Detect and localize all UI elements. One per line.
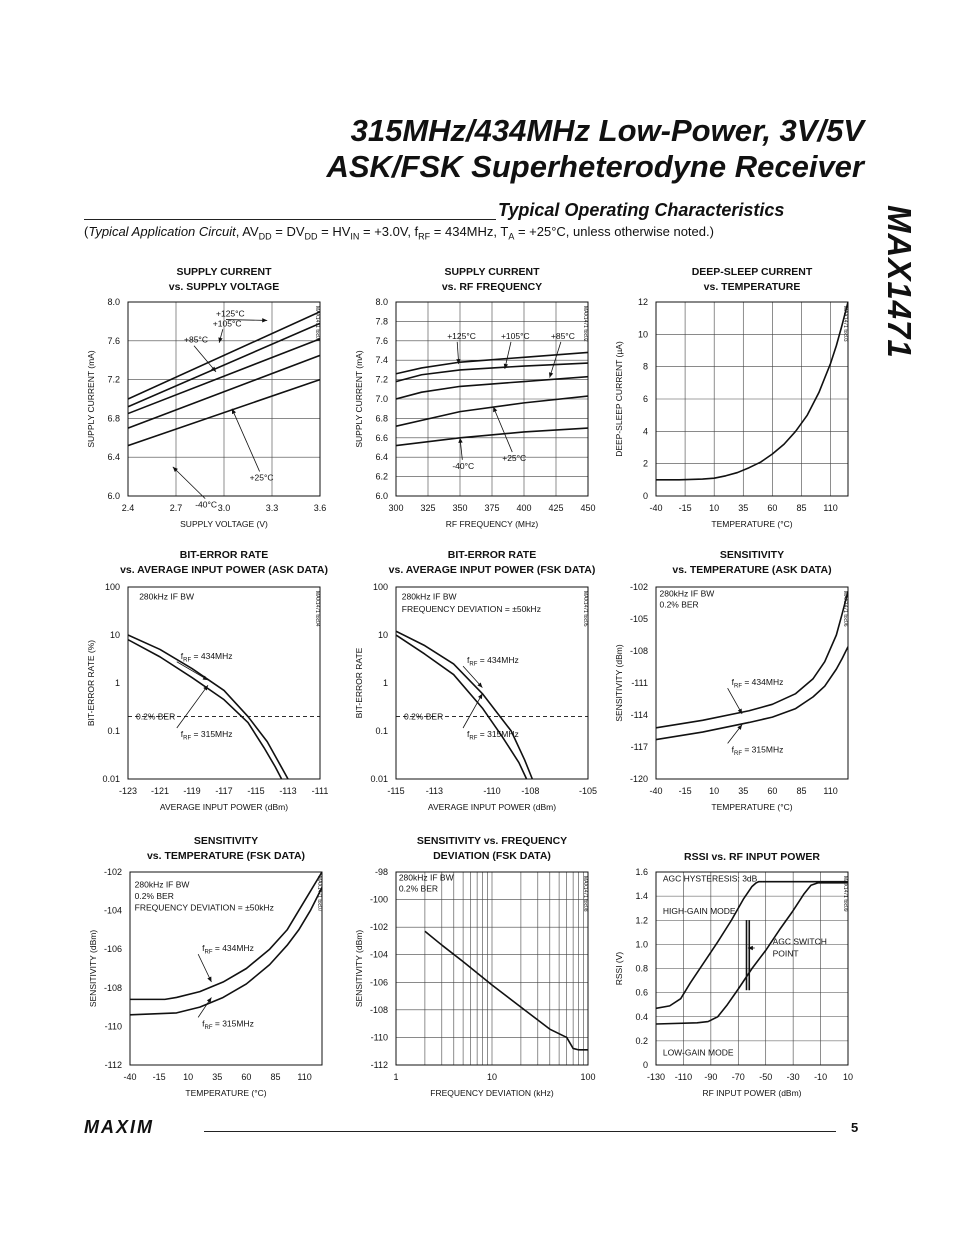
y-tick-label: 100 (104, 582, 120, 592)
annotation-text: POINT (772, 948, 799, 959)
y-tick-label: 1 (114, 678, 120, 688)
y-axis-label: BIT-ERROR RATE (354, 647, 364, 719)
annotation-sub: RF (204, 1024, 213, 1031)
x-axis-label: RF FREQUENCY (MHz) (445, 519, 539, 529)
y-tick-label: 0.1 (107, 726, 120, 736)
y-tick-label: 7.8 (375, 316, 388, 327)
x-tick-label: -113 (425, 786, 444, 796)
y-tick-label: -114 (630, 710, 648, 720)
annotation-rest: = 434MHz (191, 650, 233, 661)
annotation-leader (463, 694, 482, 728)
document-title (326, 113, 864, 185)
chart-title (76, 834, 376, 864)
y-axis-label: RSSI (V) (614, 951, 624, 986)
figure-code: MAX1471 toc04 (314, 591, 320, 627)
chart-title-line: vs. AVERAGE INPUT POWER (ASK DATA) (120, 564, 328, 576)
y-tick-label: 8 (642, 361, 648, 372)
x-tick-label: 10 (183, 1072, 194, 1082)
plot-area (354, 867, 596, 1098)
x-tick-label: -111 (311, 786, 329, 796)
annotation-f: f (202, 1018, 205, 1029)
chart-title (602, 548, 902, 578)
chart-supply-current-vs-rf-frequency (346, 292, 600, 536)
condition-fragment: = DV (271, 224, 305, 239)
condition-fragment: IN (350, 231, 360, 242)
figure-code: MAX1471 toc01 (314, 306, 320, 342)
series-line-2 (656, 647, 848, 740)
x-tick-label: 100 (580, 1072, 596, 1082)
y-axis-label: SENSITIVITY (dBm) (88, 929, 98, 1008)
x-tick-label: 10 (486, 1072, 498, 1082)
chart-title (74, 265, 374, 295)
annotation-leader (550, 342, 561, 378)
annotation-sub: RF (469, 735, 478, 742)
y-tick-label: 8.0 (107, 297, 120, 307)
x-tick-label: 35 (212, 1072, 223, 1082)
y-tick-label: 0 (642, 491, 648, 501)
chart-title-line: DEEP-SLEEP CURRENT (691, 266, 813, 278)
y-tick-label: 4 (642, 426, 648, 437)
chart-title-line: vs. TEMPERATURE (FSK DATA) (146, 850, 306, 862)
y-tick-label: -100 (369, 894, 388, 905)
plot-area (614, 582, 848, 812)
annotation-text: 280kHz IF BW (398, 872, 454, 883)
y-tick-label: 0.01 (102, 774, 120, 784)
annotation-sub: RF (183, 735, 192, 742)
x-tick-label: 2.4 (121, 503, 135, 513)
annotation-leader (493, 407, 512, 452)
y-axis-label: SENSITIVITY (dBm) (614, 644, 624, 722)
figure-code: MAX1471 toc09 (842, 876, 848, 912)
ber-reference-label: 0.2% BER (136, 711, 176, 722)
figure-code: MAX1471 toc02 (582, 306, 588, 342)
annotation-text: +105°C (500, 330, 530, 341)
x-tick-label: 110 (823, 503, 838, 513)
y-tick-label: -108 (369, 1004, 388, 1015)
plot-frame (396, 587, 588, 779)
annotation-f: f (467, 728, 470, 739)
y-tick-label: 6.8 (375, 413, 388, 424)
chart-rssi-vs-rf-power (606, 862, 860, 1105)
maxim-logo-text: MAXIM (84, 1118, 154, 1136)
y-tick-label: -104 (369, 949, 388, 960)
condition-fragment: = HV (317, 224, 351, 239)
y-tick-label: 10 (377, 630, 388, 640)
chart-sensitivity-ask (606, 577, 860, 819)
y-tick-label: 0.1 (375, 726, 388, 736)
chart-title-line: SUPPLY CURRENT (176, 266, 272, 278)
annotation-text: FREQUENCY DEVIATION = ±50kHz (134, 902, 274, 913)
chart-title-line: SENSITIVITY vs. FREQUENCY (416, 835, 568, 847)
x-tick-label: -15 (678, 503, 692, 513)
chart-title-line: RSSI vs. RF INPUT POWER (684, 851, 820, 863)
y-tick-label: -110 (104, 1021, 122, 1032)
x-tick-label: 425 (548, 503, 564, 513)
annotation-leader (177, 685, 208, 728)
y-tick-label: 10 (637, 329, 648, 340)
x-axis-label: TEMPERATURE (°C) (711, 802, 793, 812)
annotation-text: 280kHz IF BW (401, 591, 457, 602)
x-tick-label: 300 (388, 503, 404, 513)
chart-sensitivity-vs-deviation (346, 862, 600, 1105)
annotation-arrowhead (549, 372, 553, 377)
figure-code: MAX1471 toc08 (582, 876, 588, 912)
ber-reference-label: 0.2% BER (404, 711, 444, 722)
series-line-1 (396, 631, 532, 779)
x-axis-label: AVERAGE INPUT POWER (dBm) (159, 802, 289, 812)
y-tick-label: 1.4 (635, 891, 648, 902)
x-tick-label: -121 (150, 786, 170, 796)
annotation-text: 280kHz IF BW (134, 879, 190, 890)
test-conditions (84, 224, 714, 242)
y-tick-label: 0.6 (635, 987, 648, 998)
annotation-frequency-label (202, 1018, 254, 1031)
annotation-f: f (180, 650, 184, 661)
chart-deep-sleep-current (606, 292, 860, 536)
condition-fragment: , AV (235, 224, 259, 239)
annotation-leader (173, 467, 205, 499)
x-tick-label: -123 (118, 786, 138, 796)
chart-title-line: SUPPLY CURRENT (444, 266, 540, 278)
x-tick-label: 35 (738, 503, 749, 513)
annotation-frequency-label (467, 729, 519, 742)
plot-area (86, 297, 326, 529)
x-tick-label: -30 (786, 1072, 800, 1082)
figure-code: MAX1471 toc05 (582, 591, 588, 627)
x-tick-label: 325 (420, 503, 436, 513)
y-tick-label: 6.4 (107, 452, 120, 463)
chart-title-line: BIT-ERROR RATE (447, 549, 537, 561)
condition-fragment: RF (418, 231, 431, 242)
annotation-text: AGC SWITCH (772, 936, 827, 947)
y-tick-label: -108 (103, 982, 122, 993)
y-tick-label: 1.6 (635, 867, 648, 877)
x-tick-label: 85 (796, 503, 807, 513)
x-tick-label: 10 (709, 503, 720, 513)
x-axis-label: FREQUENCY DEVIATION (kHz) (430, 1088, 554, 1098)
y-tick-label: 6.0 (375, 491, 388, 501)
plot-area (354, 582, 597, 812)
part-number: MAX1471 (881, 205, 918, 359)
x-tick-label: 35 (738, 786, 749, 796)
chart-title (74, 548, 374, 578)
annotation-text: +125°C (216, 308, 245, 319)
section-rule (84, 219, 496, 220)
y-tick-label: -106 (369, 977, 388, 988)
page-number: 5 (851, 1120, 859, 1135)
figure-code: MAX1471 toc06 (842, 591, 848, 627)
title-line-1: 315MHz/434MHz Low-Power, 3V/5V (350, 113, 864, 148)
plot-area (354, 297, 596, 529)
x-tick-label: -108 (521, 786, 540, 796)
title-line-2: ASK/FSK Superheterodyne Receiver (326, 149, 864, 184)
maxim-logo (84, 1118, 192, 1141)
annotation-sub: RF (469, 661, 478, 668)
y-tick-label: 7.6 (107, 335, 120, 346)
x-tick-label: 2.7 (169, 503, 183, 513)
y-tick-label: -112 (104, 1060, 122, 1070)
x-tick-label: -119 (183, 786, 201, 796)
y-tick-label: 0 (642, 1060, 648, 1070)
annotation-rest: = 315MHz (477, 728, 519, 739)
x-tick-label: 10 (709, 786, 720, 796)
annotation-text: HIGH-GAIN MODE (662, 906, 736, 917)
y-tick-label: -117 (630, 742, 648, 752)
condition-fragment: = 434MHz, T (430, 224, 509, 239)
annotation-sub: RF (204, 949, 213, 956)
chart-title-line: SENSITIVITY (193, 835, 259, 847)
y-tick-label: -102 (629, 582, 648, 592)
annotation-rest: = 434MHz (212, 943, 254, 954)
y-tick-label: 1.0 (635, 939, 648, 950)
condition-fragment: DD (304, 231, 318, 242)
annotation-text: +85°C (550, 330, 575, 341)
annotation-text: 0.2% BER (134, 891, 174, 902)
condition-fragment: = +3.0V, f (359, 224, 419, 239)
y-axis-label: SENSITIVITY (dBm) (354, 929, 364, 1008)
y-axis-label: DEEP-SLEEP CURRENT (µA) (614, 341, 624, 457)
plot-area (614, 867, 853, 1098)
x-tick-label: -40 (649, 503, 663, 513)
annotation-text: -40°C (195, 499, 218, 510)
figure-code: MAX1471 toc07 (316, 876, 322, 912)
annotation-frequency-label (732, 677, 784, 690)
y-axis-label: SUPPLY CURRENT (mA) (354, 350, 364, 448)
x-tick-label: 1 (393, 1072, 399, 1082)
y-tick-label: 6.2 (375, 471, 388, 482)
y-tick-label: 6.6 (375, 432, 388, 443)
annotation-rest: = 315MHz (212, 1018, 254, 1029)
annotation-text: 280kHz IF BW (659, 588, 715, 599)
y-tick-label: 0.8 (635, 963, 648, 974)
figure-code: MAX1471 toc03 (842, 306, 848, 342)
annotation-f: f (731, 744, 735, 755)
chart-title-line: vs. TEMPERATURE (703, 281, 801, 293)
chart-ber-ask (78, 577, 332, 819)
y-tick-label: 2 (642, 458, 648, 469)
y-tick-label: -106 (103, 944, 122, 955)
x-tick-label: 3.0 (217, 503, 231, 513)
annotation-text: FREQUENCY DEVIATION = ±50kHz (401, 604, 541, 615)
x-tick-label: 450 (580, 503, 596, 513)
annotation-rest: = 434MHz (742, 677, 784, 688)
y-tick-label: 7.2 (375, 374, 388, 385)
annotation-text: +125°C (447, 330, 476, 341)
x-tick-label: -10 (814, 1072, 828, 1082)
x-tick-label: -105 (578, 786, 598, 796)
series-line-1 (656, 588, 848, 728)
x-tick-label: -115 (387, 786, 405, 796)
y-tick-label: 0.2 (635, 1035, 648, 1046)
annotation-sub: RF (183, 657, 192, 664)
x-tick-label: 375 (484, 503, 500, 513)
chart-title-line: vs. RF FREQUENCY (441, 281, 543, 293)
x-tick-label: 3.6 (313, 503, 327, 513)
annotation-frequency-label (181, 729, 233, 742)
x-axis-label: RF INPUT POWER (dBm) (702, 1088, 802, 1098)
series-group (656, 882, 848, 1024)
condition-fragment: A (508, 231, 515, 242)
chart-title (342, 548, 642, 578)
annotation-frequency-label (181, 651, 233, 664)
chart-sensitivity-fsk (80, 862, 334, 1105)
x-tick-label: -40 (123, 1072, 137, 1082)
y-tick-label: 8.0 (375, 297, 388, 307)
x-tick-label: -113 (279, 786, 297, 796)
x-tick-label: 10 (842, 1072, 854, 1082)
x-tick-label: -110 (674, 1072, 693, 1082)
chart-title-line: BIT-ERROR RATE (179, 549, 269, 561)
y-tick-label: -102 (103, 867, 122, 877)
x-tick-label: 400 (516, 503, 532, 513)
annotation-sub: RF (734, 683, 743, 690)
series-line-1 (425, 931, 588, 1050)
y-tick-label: 12 (637, 297, 648, 307)
annotation-frequency-label (732, 744, 784, 757)
plot-area (614, 297, 848, 529)
condition-fragment: DD (258, 231, 272, 242)
y-tick-label: -102 (369, 922, 388, 933)
y-tick-label: 6.4 (375, 452, 388, 463)
section-title: Typical Operating Characteristics (498, 200, 785, 220)
plot-area (88, 867, 322, 1098)
y-tick-label: -111 (631, 678, 648, 688)
y-tick-label: -104 (103, 905, 122, 916)
maxim-logo-graphic (84, 1118, 192, 1136)
y-tick-label: 7.4 (375, 355, 388, 366)
chart-title-line: vs. SUPPLY VOLTAGE (168, 281, 280, 293)
x-tick-label: 110 (823, 786, 838, 796)
series-group (656, 588, 848, 739)
chart-title-line: DEVIATION (FSK DATA) (433, 850, 551, 862)
annotation-frequency-label (467, 655, 519, 668)
y-tick-label: -112 (370, 1060, 388, 1070)
x-tick-label: 85 (796, 786, 807, 796)
y-tick-label: 7.6 (375, 335, 388, 346)
chart-title-line: vs. TEMPERATURE (ASK DATA) (672, 564, 832, 576)
y-tick-label: -120 (629, 774, 648, 784)
y-tick-label: 7.0 (375, 394, 388, 404)
x-tick-label: -40 (649, 786, 663, 796)
x-tick-label: 85 (270, 1072, 281, 1082)
x-tick-label: -115 (247, 786, 265, 796)
y-tick-label: 100 (372, 582, 388, 592)
chart-title-line: vs. AVERAGE INPUT POWER (FSK DATA) (388, 564, 596, 576)
y-tick-label: 6.8 (107, 413, 120, 424)
y-tick-label: 6 (642, 394, 648, 404)
annotation-text: AGC HYSTERESIS: 3dB (662, 873, 758, 884)
plot-area (86, 582, 328, 812)
chart-title (342, 834, 642, 864)
annotation-text: +105°C (212, 318, 242, 329)
annotation-f: f (180, 728, 184, 739)
x-tick-label: 60 (767, 786, 778, 796)
x-tick-label: -50 (759, 1072, 773, 1082)
annotation-text: 0.2% BER (659, 599, 699, 610)
footer-rule (204, 1131, 836, 1132)
annotation-text: 280kHz IF BW (139, 591, 194, 602)
x-axis-label: TEMPERATURE (°C) (185, 1088, 267, 1098)
annotation-f: f (202, 943, 205, 954)
x-tick-label: -90 (704, 1072, 718, 1082)
y-tick-label: 0.01 (370, 774, 388, 784)
annotation-arrowhead (218, 337, 222, 342)
y-tick-label: -110 (370, 1032, 388, 1043)
x-axis-label: TEMPERATURE (°C) (711, 519, 793, 529)
x-tick-label: -130 (646, 1072, 666, 1082)
series-line-3 (656, 883, 848, 1024)
chart-title-line: SENSITIVITY (719, 549, 785, 561)
chart-ber-fsk (346, 577, 600, 819)
annotation-f: f (731, 677, 735, 688)
annotation-text: 0.2% BER (398, 883, 439, 894)
x-tick-label: 60 (241, 1072, 252, 1082)
y-tick-label: -108 (629, 646, 648, 656)
y-axis-label: BIT-ERROR RATE (%) (86, 639, 96, 727)
annotation-rest: = 315MHz (191, 728, 233, 739)
x-tick-label: -15 (152, 1072, 166, 1082)
chart-title (602, 265, 902, 295)
y-tick-label: 1.2 (635, 915, 648, 926)
annotation-text: LOW-GAIN MODE (662, 1047, 734, 1058)
annotation-f: f (467, 655, 470, 666)
annotation-sub: RF (734, 750, 743, 757)
annotation-rest: = 315MHz (742, 744, 784, 755)
annotation-text: +25°C (502, 453, 527, 464)
series-group (396, 631, 532, 779)
y-tick-label: 7.2 (107, 374, 120, 385)
y-tick-label: -105 (629, 614, 648, 624)
series-group (425, 931, 588, 1050)
annotation-arrowhead (262, 318, 267, 322)
x-axis-label: AVERAGE INPUT POWER (dBm) (427, 802, 557, 812)
chart-title (342, 265, 642, 295)
chart-supply-current-vs-voltage (78, 292, 332, 536)
condition-fragment: ( (84, 224, 89, 239)
y-axis-label: SUPPLY CURRENT (mA) (86, 350, 96, 448)
condition-fragment: Typical Application Circuit (88, 224, 236, 239)
x-tick-label: -117 (215, 786, 233, 796)
annotation-text: +85°C (184, 334, 208, 345)
x-tick-label: -110 (483, 786, 501, 796)
x-tick-label: -15 (678, 786, 692, 796)
annotation-frequency-label (202, 943, 254, 956)
x-tick-label: 110 (297, 1072, 312, 1082)
y-tick-label: 0.4 (635, 1011, 648, 1022)
y-tick-label: -98 (374, 867, 388, 877)
y-tick-label: 10 (109, 630, 120, 640)
y-tick-label: 6.0 (107, 491, 120, 501)
x-tick-label: 350 (452, 503, 468, 513)
y-tick-label: 1 (382, 678, 388, 688)
annotation-text: +25°C (249, 472, 274, 483)
annotation-rest: = 434MHz (477, 655, 519, 666)
x-axis-label: SUPPLY VOLTAGE (V) (180, 519, 268, 529)
x-tick-label: 60 (767, 503, 778, 513)
annotation-text: -40°C (452, 460, 475, 471)
x-tick-label: 3.3 (265, 503, 279, 513)
x-tick-label: -70 (731, 1072, 745, 1082)
condition-fragment: = +25°C, unless otherwise noted.) (514, 224, 714, 239)
plot-frame (128, 587, 320, 779)
